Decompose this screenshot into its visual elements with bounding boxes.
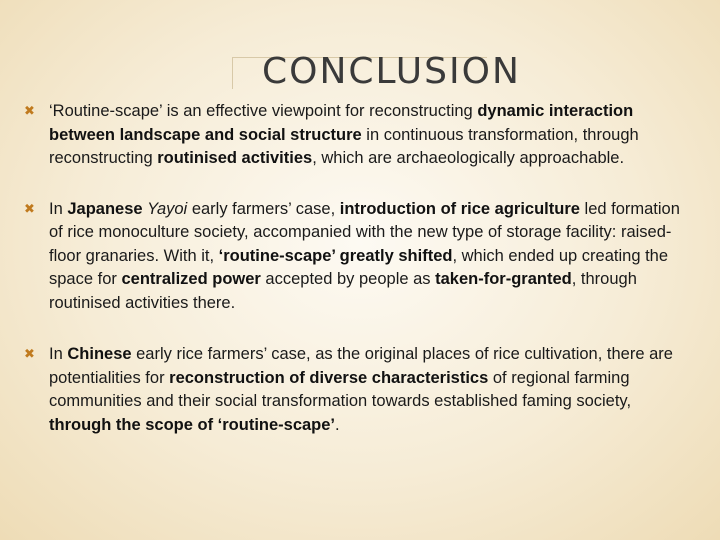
highlight-text: Japanese — [67, 199, 143, 218]
bullet-item — [24, 343, 694, 437]
highlight-text: dynamic interaction between landscape and social structure — [49, 102, 634, 144]
text-run: in continuous transformation, through reconstructing — [49, 125, 639, 167]
text-run: of regional farming communities and their social transformation towards established faming society, — [49, 368, 632, 410]
text-run: ‘Routine-scape’ is an effective viewpoint for reconstructing — [49, 102, 478, 120]
text-run: early farmers’ case, — [187, 199, 340, 218]
highlight-text: routinised activities — [157, 149, 313, 167]
slide-title: CONCLUSION — [262, 51, 521, 92]
text-run: In — [49, 199, 68, 218]
bullet-list — [24, 100, 694, 464]
highlight-text: taken-for-granted — [435, 270, 572, 288]
text-run: In — [49, 345, 68, 363]
text-run: , which are archaeologically approachable. — [312, 149, 625, 167]
bullet-item — [24, 100, 694, 171]
highlight-text: reconstruction of diverse characteristics — [169, 368, 489, 387]
x-mark-icon: ✖ — [24, 346, 35, 361]
x-mark-icon: ✖ — [24, 103, 35, 118]
highlight-text: introduction of rice agriculture — [339, 199, 580, 218]
text-run: accepted by people as — [260, 270, 436, 288]
text-run: , which ended up creating the space for — [49, 246, 669, 288]
text-run: . — [335, 415, 340, 434]
highlight-text: Chinese — [67, 345, 132, 363]
highlight-text: ‘routine-scape’ greatly shifted — [218, 246, 453, 265]
italic-text: Yayoi — [147, 199, 188, 218]
highlight-text: through the scope of ‘routine-scape’ — [49, 415, 336, 434]
highlight-text: centralized power — [121, 270, 261, 288]
bullet-text — [49, 200, 680, 312]
text-run: , through routinised activities there. — [49, 270, 637, 312]
bullet-text — [49, 102, 639, 167]
x-mark-icon: ✖ — [24, 200, 35, 216]
text-run: led formation of rice monoculture society, accompanied with the new type of storage facility: raised-floor granaries. With it, — [49, 199, 680, 265]
text-run: early rice farmers’ case, as the original places of rice cultivation, there are potentialities for — [49, 345, 673, 387]
bullet-text — [49, 345, 673, 434]
bullet-item — [24, 198, 694, 316]
